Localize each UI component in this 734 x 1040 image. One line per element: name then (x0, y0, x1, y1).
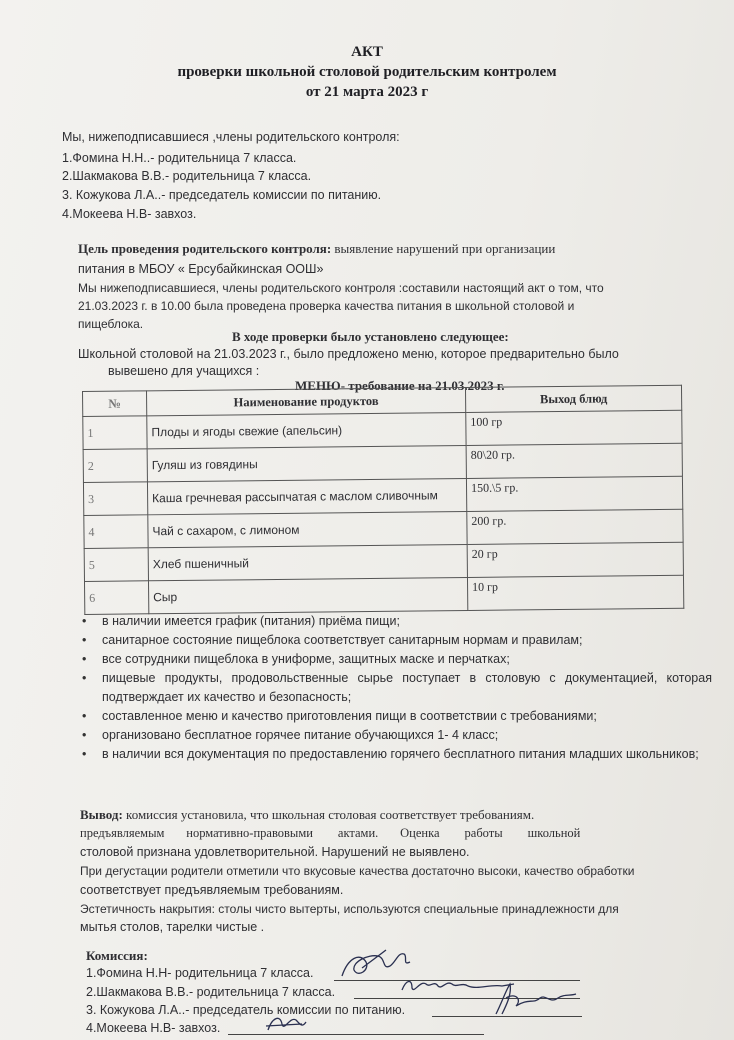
purpose-line (78, 241, 555, 257)
menu-title: МЕНЮ- требование на 21.03.2023 г. (295, 378, 505, 393)
commission-member-3: 3. Кожукова Л.А..- председатель комиссии по питанию. (86, 1003, 406, 1017)
conclusion-text-1: комиссия установила, что школьная столовая соответствует требованиям. (122, 807, 535, 822)
signature-3 (488, 980, 580, 1020)
menu-intro-2: вывешено для учащихся : (108, 364, 260, 378)
list-item: • санитарное состояние пищеблока соответствует санитарным нормам и правилам; (102, 631, 712, 650)
row-product: Чай с сахаром, с лимоном (148, 511, 467, 547)
header-product: Наименование продуктов (147, 387, 466, 415)
list-item: • все сотрудники пищеблока в униформе, защитных маске и перчатках; (102, 650, 712, 669)
member-3: 3. Кожукова Л.А..- председатель комиссии по питанию. (62, 188, 382, 202)
row-number: 2 (83, 449, 147, 483)
purpose-text-1: выявление нарушений при организации (331, 241, 556, 256)
menu-intro-1: Школьной столовой на 21.03.2023 г., было предложено меню, которое предварительно было (78, 347, 619, 361)
body-line-3: пищеблока. (78, 317, 144, 331)
header-number: № (83, 391, 147, 417)
member-1: 1.Фомина Н.Н..- родительница 7 класса. (62, 151, 297, 165)
menu-table (82, 385, 684, 615)
body-line-2: 21.03.2023 г. в 10.00 была проведена проверка качества питания в школьной столовой и (78, 299, 575, 313)
row-number: 4 (84, 515, 148, 549)
table-row (84, 575, 683, 614)
purpose-text-2: питания в МБОУ « Ерсубайкинская ООШ» (78, 262, 324, 276)
row-output: 10 гр (467, 575, 683, 610)
act-title: АКТ (351, 44, 383, 60)
body-line-1: Мы нижеподписавшиеся, члены родительского контроля :составили настоящий акт о том, что (78, 281, 604, 295)
row-product: Сыр (148, 577, 467, 613)
conclusion-line-3: столовой признана удовлетворительной. Нарушений не выявлено. (80, 845, 470, 859)
row-number: 1 (83, 416, 147, 450)
list-item: • пищевые продукты, продовольственные сырье поступает в столовую с документацией, которая подтверждает их качество и безопасность; (102, 669, 712, 707)
row-output: 150.\5 гр. (466, 476, 682, 511)
conclusion-line-7: мытья столов, тарелки чистые . (80, 920, 265, 934)
member-2: 2.Шакмакова В.В.- родительница 7 класса. (62, 169, 312, 183)
signature-4 (262, 1010, 310, 1036)
commission-member-1: 1.Фомина Н.Н- родительница 7 класса. (86, 966, 314, 980)
row-product: Плоды и ягоды свежие (апельсин) (147, 412, 466, 448)
conclusion-line-1 (80, 807, 534, 823)
row-output: 100 гр (466, 410, 682, 445)
header-output: Выход блюд (465, 385, 681, 412)
row-product: Каша гречневая рассыпчатая с маслом сливочным (147, 478, 466, 514)
row-number: 6 (84, 581, 148, 615)
list-item: • в наличии вся документация по предоставлению горячего бесплатного питания младших школьников; (102, 745, 712, 764)
act-subtitle: проверки школьной столовой родительским контролем (177, 64, 557, 80)
commission-member-2: 2.Шакмакова В.В.- родительница 7 класса. (86, 985, 336, 999)
row-output: 80\20 гр. (466, 443, 682, 478)
row-number: 3 (83, 482, 147, 516)
intro-text: Мы, нижеподписавшиеся ,члены родительского контроля: (62, 130, 400, 144)
commission-member-4: 4.Мокеева Н.В- завхоз. (86, 1021, 221, 1035)
row-product: Гуляш из говядины (147, 445, 466, 481)
findings-heading: В ходе проверки было установлено следующее: (232, 329, 509, 344)
purpose-label: Цель проведения родительского контроля: (78, 241, 332, 256)
row-product: Хлеб пшеничный (148, 544, 467, 580)
row-output: 200 гр. (467, 509, 683, 544)
conclusion-line-5: соответствует предъявляемым требованиям. (80, 883, 344, 897)
commission-label: Комиссия: (86, 948, 148, 963)
row-output: 20 гр (467, 542, 683, 577)
findings-list (80, 612, 712, 764)
conclusion-line-6: Эстетичность накрытия: столы чисто вытерты, используются специальные принадлежности для (80, 902, 619, 916)
list-item: • организовано бесплатное горячее питание обучающихся 1- 4 класс; (102, 726, 712, 745)
act-date: от 21 марта 2023 г (305, 84, 429, 100)
list-item: • в наличии имеется график (питания) приёма пищи; (102, 612, 712, 631)
conclusion-line-2: предъявляемым нормативно-правовыми актами. Оценка работы школьной (80, 826, 581, 840)
conclusion-line-4: При дегустации родители отметили что вкусовые качества достаточно высоки, качество обработки (80, 864, 635, 878)
row-number: 5 (84, 548, 148, 582)
conclusion-label: Вывод: (80, 807, 123, 822)
member-4: 4.Мокеева Н.В- завхоз. (62, 207, 197, 221)
list-item: • составленное меню и качество приготовления пищи в соответствии с требованиями; (102, 707, 712, 726)
